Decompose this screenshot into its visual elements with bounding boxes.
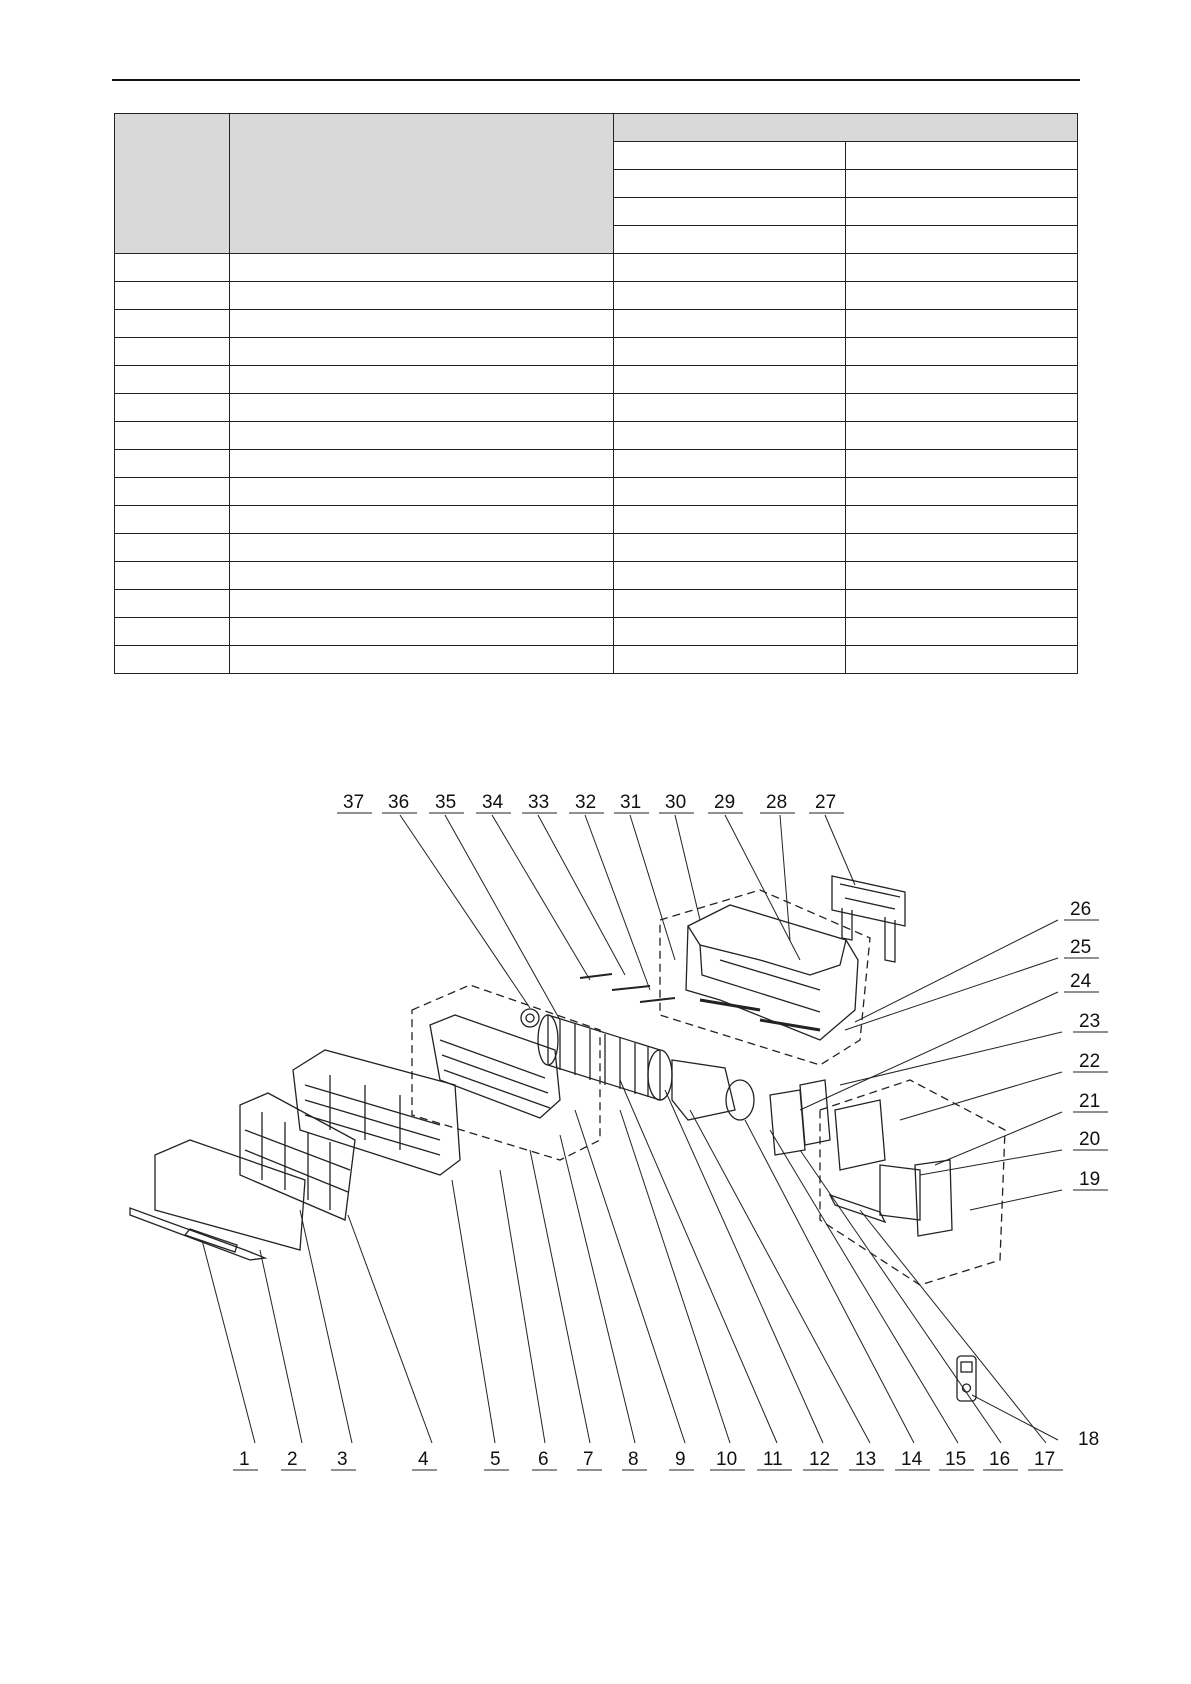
motor-drawing: [672, 1060, 754, 1120]
callout-24: 24: [1070, 971, 1092, 992]
callout-3: 3: [337, 1449, 348, 1470]
callout-28: 28: [766, 792, 788, 813]
callout-16: 16: [989, 1449, 1011, 1470]
callout-27: 27: [815, 792, 837, 813]
callout-2: 2: [287, 1449, 298, 1470]
callout-7: 7: [583, 1449, 594, 1470]
callout-19: 19: [1079, 1169, 1101, 1190]
callout-31: 31: [620, 792, 642, 813]
callout-33: 33: [528, 792, 550, 813]
callout-4: 4: [418, 1449, 429, 1470]
front-panel-drawing: [130, 1140, 305, 1260]
callout-15: 15: [945, 1449, 967, 1470]
callout-36: 36: [388, 792, 410, 813]
callout-35: 35: [435, 792, 457, 813]
callout-23: 23: [1079, 1011, 1101, 1032]
electric-box-drawing: [770, 1080, 1005, 1285]
callout-32: 32: [575, 792, 597, 813]
chassis-drawing: [660, 890, 870, 1065]
callout-22: 22: [1079, 1051, 1101, 1072]
front-case-drawing: [293, 1050, 460, 1175]
remote-drawing: [957, 1356, 976, 1401]
callout-10: 10: [716, 1449, 738, 1470]
callout-26: 26: [1070, 899, 1092, 920]
callout-21: 21: [1079, 1091, 1101, 1112]
callout-labels: [239, 792, 1100, 1470]
callout-5: 5: [490, 1449, 501, 1470]
callout-34: 34: [482, 792, 504, 813]
callout-18: 18: [1078, 1429, 1100, 1450]
callout-30: 30: [665, 792, 687, 813]
callout-13: 13: [855, 1449, 877, 1470]
callout-1: 1: [239, 1449, 250, 1470]
leader-lines: [202, 815, 1062, 1443]
callout-6: 6: [538, 1449, 549, 1470]
callout-9: 9: [675, 1449, 686, 1470]
callout-37: 37: [343, 792, 365, 813]
callout-17: 17: [1034, 1449, 1056, 1470]
callout-25: 25: [1070, 937, 1092, 958]
callout-underlines: [233, 813, 1108, 1470]
callout-14: 14: [901, 1449, 923, 1470]
diagram-parts: [130, 815, 1062, 1443]
callout-12: 12: [809, 1449, 831, 1470]
callout-29: 29: [714, 792, 736, 813]
callout-20: 20: [1079, 1129, 1101, 1150]
callout-8: 8: [628, 1449, 639, 1470]
callout-11: 11: [763, 1449, 783, 1470]
